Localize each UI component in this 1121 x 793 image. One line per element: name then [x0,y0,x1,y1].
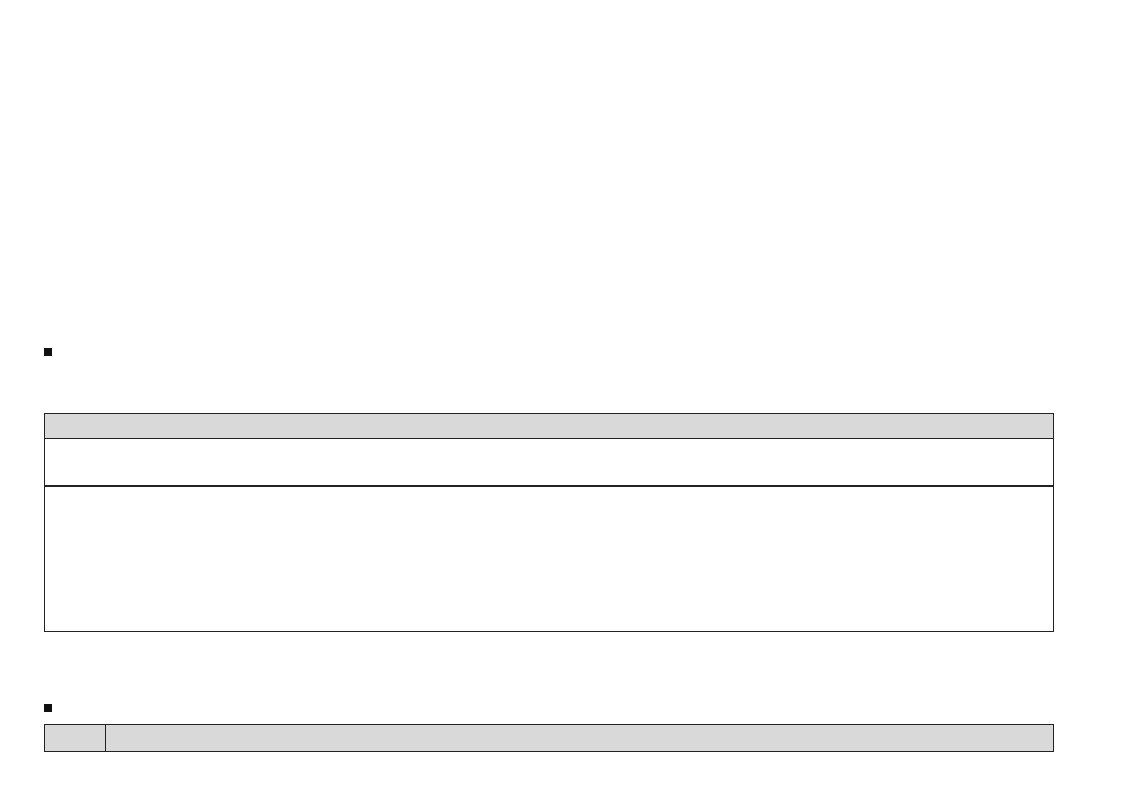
apply-box-header [44,413,1054,439]
apply-box-steps [44,438,1054,486]
section-bank-title [44,702,58,715]
documents-table-header [44,724,1054,752]
bullet-square-icon [44,704,52,712]
apply-box-notes [44,486,1054,632]
section-internet-title [44,346,58,359]
bullet-square-icon [44,348,52,356]
